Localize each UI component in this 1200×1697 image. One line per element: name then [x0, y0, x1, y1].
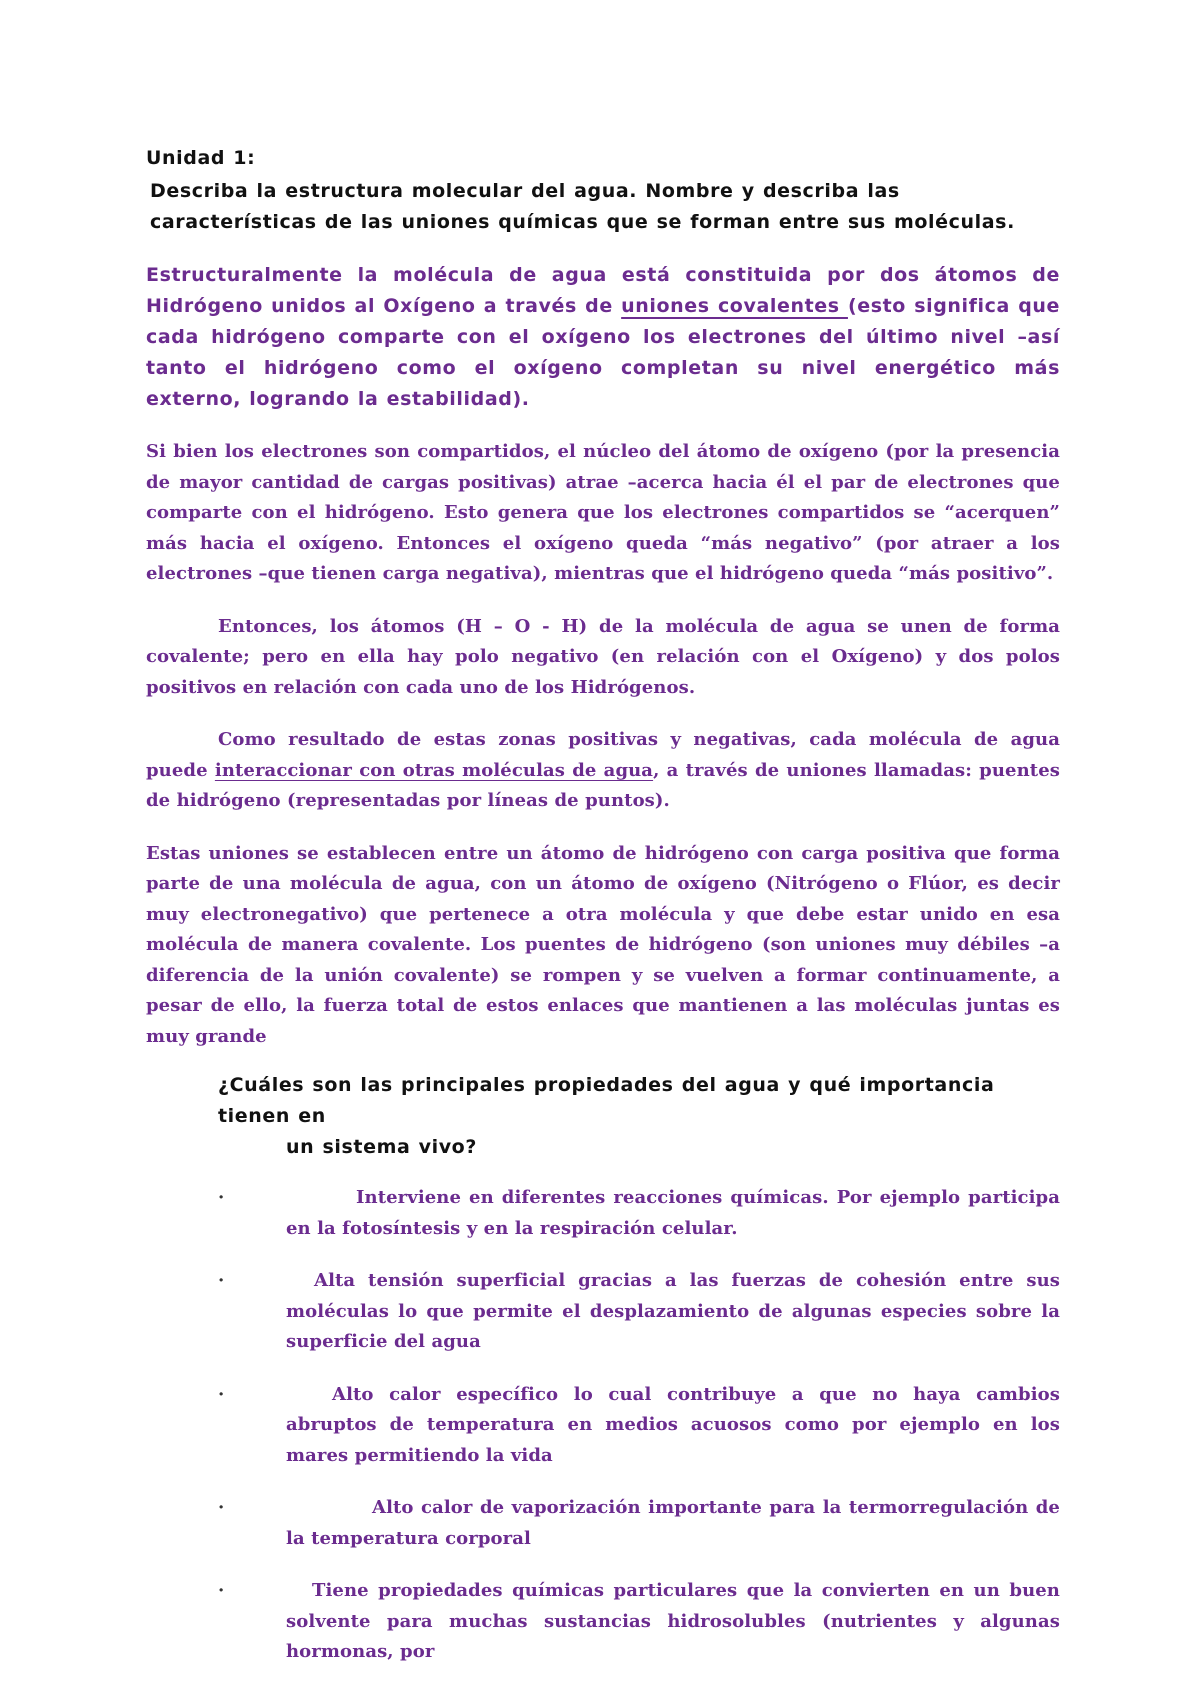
answer-paragraph-2: Si bien los electrones son compartidos, el núcleo del átomo de oxígeno (por la presencia de mayor cantidad de cargas positivas) atrae –acerca hacia él el par de electrones que comparte con el hidrógeno. Esto genera que los electrones compartidos se “acerquen” más hacia el oxígeno. Entonces el oxígeno queda “más negativo” (por atraer a los electrones –que tienen carga negativa), mientras que el hidrógeno queda “más positivo”.	[146, 441, 1060, 584]
answer-paragraph-1	[146, 260, 1060, 415]
interact-molecules-underline: interaccionar con otras moléculas de agua	[214, 759, 654, 781]
answer-paragraph-4	[146, 725, 1060, 817]
bullet-marker: ·	[218, 1187, 225, 1208]
question-2-line-2: un sistema vivo?	[286, 1136, 477, 1158]
bullet-marker: ·	[218, 1580, 225, 1601]
list-item-text: Alto calor específico lo cual contribuye a que no haya cambios abruptos de temperatura en medios acuosos como por ejemplo en los mares permitiendo la vida	[286, 1383, 1060, 1466]
bullet-marker: ·	[218, 1497, 225, 1518]
question-1: Describa la estructura molecular del agua. Nombre y describa las características de las uniones químicas que se forman entre sus moléculas.	[150, 180, 1015, 233]
answer-paragraph-3: Entonces, los átomos (H – O - H) de la molécula de agua se unen de forma covalente; pero en ella hay polo negativo (en relación con el Oxígeno) y dos polos positivos en relación con cada uno de los Hidrógenos.	[146, 615, 1060, 698]
list-item-text: Tiene propiedades químicas particulares que la convierten en un buen solvente para muchas sustancias hidrosolubles (nutrientes y algunas hormonas, por	[286, 1580, 1060, 1662]
bullet-marker: ·	[218, 1270, 225, 1291]
answer-paragraph-5: Estas uniones se establecen entre un átomo de hidrógeno con carga positiva que forma parte de una molécula de agua, con un átomo de oxígeno (Nitrógeno o Flúor, es decir muy electronegativo) que pertenece a otra molécula y que debe estar unido en esa molécula de manera covalente. Los puentes de hidrógeno (son uniones muy débiles –a diferencia de la unión covalente) se rompen y se vuelven a formar continuamente, a pesar de ello, la fuerza total de estos enlaces que mantienen a las moléculas juntas es muy grande	[146, 842, 1060, 1047]
list-item	[218, 1266, 1060, 1358]
list-item-text: Interviene en diferentes reacciones químicas. Por ejemplo participa en la fotosíntesis y en la respiración celular.	[286, 1187, 1060, 1239]
list-item	[218, 1380, 1060, 1472]
document-body	[146, 143, 1060, 1690]
covalent-bonds-link: uniones covalentes	[621, 295, 848, 317]
list-item	[218, 1493, 1060, 1554]
list-item	[218, 1576, 1060, 1668]
unit-heading: Unidad 1:	[146, 147, 256, 169]
para1-text-end: (esto significa que cada hidrógeno comparte con el oxígeno los electrones del último nivel –así tanto el hidrógeno como el oxígeno completan su nivel energético más externo, logrando la estabilidad).	[146, 295, 1061, 410]
properties-list	[146, 1183, 1060, 1668]
para4-text-end: , a través de uniones llamadas: puentes de hidrógeno (representadas por líneas de puntos).	[146, 759, 1060, 811]
question-2	[146, 1070, 1060, 1163]
list-item	[218, 1183, 1060, 1244]
bullet-marker: ·	[218, 1383, 225, 1405]
question-2-line-1: ¿Cuáles son las principales propiedades del agua y qué importancia tienen en	[218, 1074, 995, 1127]
list-item-text: Alto calor de vaporización importante para la termorregulación de la temperatura corporal	[286, 1497, 1060, 1549]
para4-text-start: Como resultado de estas zonas positivas y negativas, cada molécula de agua puede	[146, 729, 1060, 781]
list-item-text: Alta tensión superficial gracias a las fuerzas de cohesión entre sus moléculas lo que permite el desplazamiento de algunas especies sobre la superficie del agua	[286, 1270, 1060, 1352]
para1-text-start: Estructuralmente la molécula de agua está constituida por dos átomos de Hidrógeno unidos al Oxígeno a través de	[146, 264, 1060, 317]
